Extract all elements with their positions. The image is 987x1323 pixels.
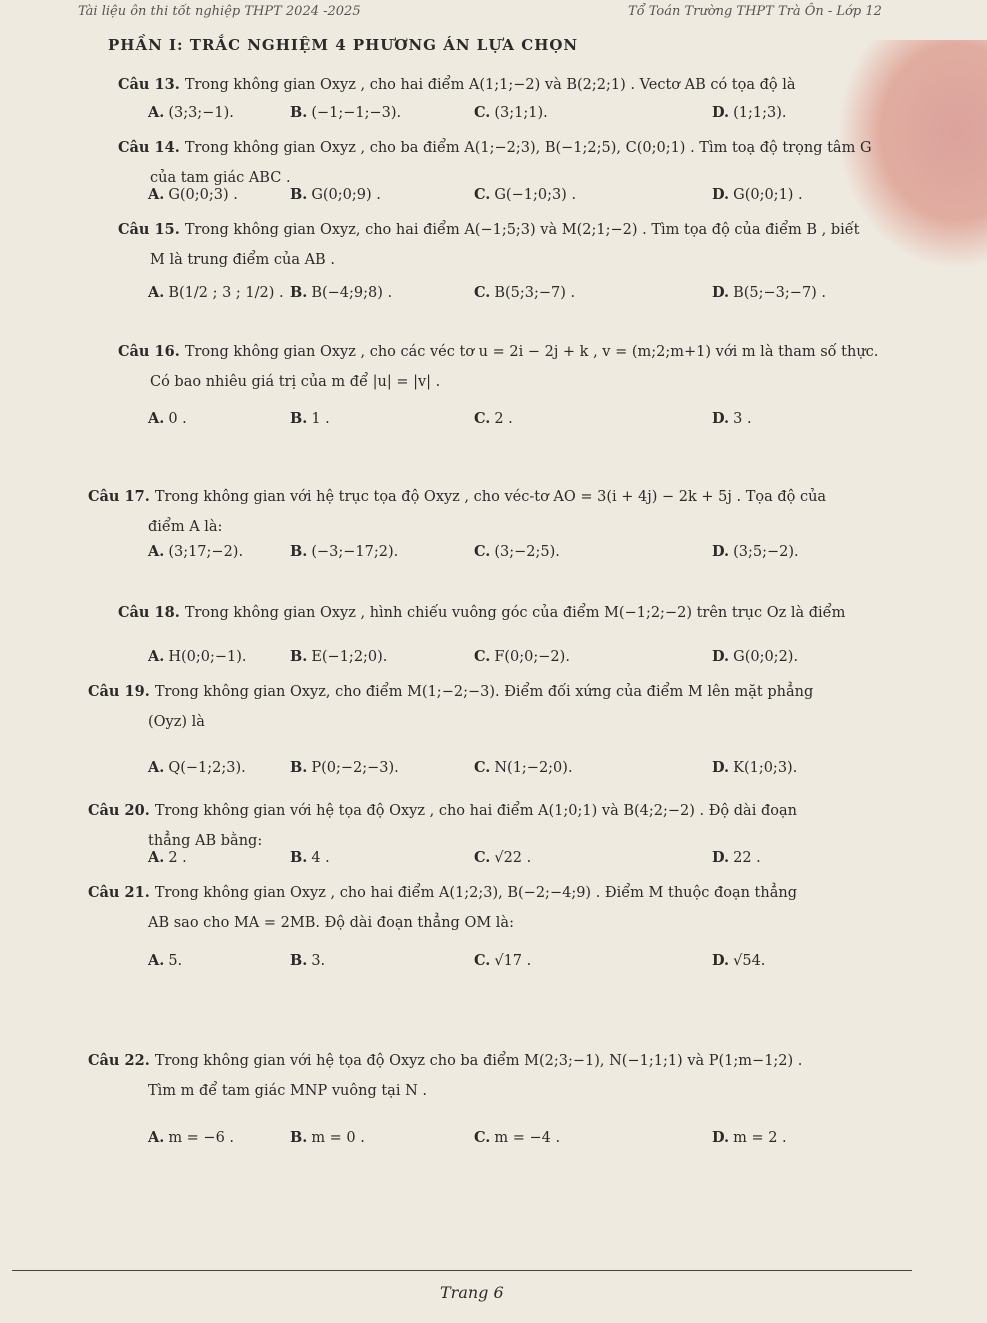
question-text: Trong không gian Oxyz , cho hai điểm A(1;1;−2) và B(2;2;1) . Vectơ AB có tọa độ là xyxy=(184,77,796,93)
question-text: Có bao nhiêu giá trị của m để |u| = |v| . xyxy=(150,374,441,390)
answer-option-d[interactable] xyxy=(712,757,797,779)
question-text: của tam giác ABC . xyxy=(150,170,291,186)
option-letter: A. xyxy=(148,759,165,776)
option-letter: C. xyxy=(474,284,491,301)
answer-option-c[interactable] xyxy=(474,282,575,304)
question-text: (Oyz) là xyxy=(148,714,205,730)
option-text: (−3;−17;2). xyxy=(311,544,399,560)
question-text: Trong không gian Oxyz , hình chiếu vuông góc của điểm M(−1;2;−2) trên trục Oz là điểm xyxy=(184,605,846,621)
option-text: (3;3;−1). xyxy=(168,105,234,121)
question-number: Câu 18. xyxy=(118,604,185,621)
option-text: G(0;0;9) . xyxy=(311,187,381,203)
header-right: Tổ Toán Trường THPT Trà Ôn - Lớp 12 xyxy=(628,4,882,19)
question-text: Trong không gian với hệ tọa độ Oxyz , cho hai điểm A(1;0;1) và B(4;2;−2) . Độ dài đoạn xyxy=(154,803,797,819)
option-letter: A. xyxy=(148,410,165,427)
answer-option-a[interactable] xyxy=(148,408,187,430)
option-text: 3. xyxy=(311,953,326,969)
option-letter: D. xyxy=(712,104,730,121)
page-number: Trang 6 xyxy=(440,1283,504,1302)
option-letter: C. xyxy=(474,952,491,969)
option-letter: C. xyxy=(474,849,491,866)
answer-option-c[interactable] xyxy=(474,646,570,668)
option-letter: D. xyxy=(712,849,730,866)
section-title: PHẦN I: TRẮC NGHIỆM 4 PHƯƠNG ÁN LỰA CHỌN xyxy=(108,36,579,54)
option-text: √22 . xyxy=(494,850,532,866)
option-letter: C. xyxy=(474,543,491,560)
question-stem xyxy=(118,341,878,363)
option-text: G(0;0;1) . xyxy=(733,187,803,203)
option-text: 0 . xyxy=(168,411,187,427)
option-letter: A. xyxy=(148,648,165,665)
answer-option-a[interactable] xyxy=(148,847,187,869)
answer-option-b[interactable] xyxy=(290,1127,365,1149)
option-letter: B. xyxy=(290,284,308,301)
question-text: AB sao cho MA = 2MB. Độ dài đoạn thẳng OM là: xyxy=(148,915,514,931)
answer-option-a[interactable] xyxy=(148,184,238,206)
option-text: (1;1;3). xyxy=(733,105,787,121)
option-text: B(−4;9;8) . xyxy=(311,285,393,301)
option-text: E(−1;2;0). xyxy=(311,649,388,665)
answer-option-a[interactable] xyxy=(148,646,246,668)
question-stem xyxy=(88,681,813,703)
option-text: B(1/2 ; 3 ; 1/2) . xyxy=(168,285,284,301)
question-stem-continued xyxy=(150,371,440,393)
question-number: Câu 22. xyxy=(88,1052,155,1069)
answer-option-a[interactable] xyxy=(148,541,243,563)
option-letter: B. xyxy=(290,759,308,776)
option-letter: D. xyxy=(712,543,730,560)
option-text: (3;5;−2). xyxy=(733,544,799,560)
answer-option-d[interactable] xyxy=(712,541,799,563)
option-text: F(0;0;−2). xyxy=(494,649,570,665)
answer-option-b[interactable] xyxy=(290,408,330,430)
answer-option-c[interactable] xyxy=(474,1127,560,1149)
answer-option-b[interactable] xyxy=(290,282,392,304)
option-letter: D. xyxy=(712,759,730,776)
option-letter: B. xyxy=(290,849,308,866)
answer-option-b[interactable] xyxy=(290,541,398,563)
option-letter: D. xyxy=(712,952,730,969)
option-letter: B. xyxy=(290,1129,308,1146)
question-text: Trong không gian với hệ trục tọa độ Oxyz , cho véc-tơ AO = 3(i + 4j) − 2k + 5j . Tọa độ của xyxy=(154,489,827,505)
option-text: P(0;−2;−3). xyxy=(311,760,399,776)
question-stem-continued xyxy=(148,711,205,733)
question-stem xyxy=(88,882,797,904)
answer-option-c[interactable] xyxy=(474,184,576,206)
answer-option-d[interactable] xyxy=(712,184,803,206)
option-letter: A. xyxy=(148,104,165,121)
answer-option-c[interactable] xyxy=(474,847,531,869)
option-text: B(5;3;−7) . xyxy=(494,285,576,301)
option-text: m = 0 . xyxy=(311,1130,365,1146)
option-text: 3 . xyxy=(733,411,752,427)
question-number: Câu 16. xyxy=(118,343,185,360)
option-letter: A. xyxy=(148,952,165,969)
answer-option-d[interactable] xyxy=(712,646,798,668)
option-text: H(0;0;−1). xyxy=(168,649,247,665)
option-letter: B. xyxy=(290,543,308,560)
question-text: Trong không gian với hệ tọa độ Oxyz cho ba điểm M(2;3;−1), N(−1;1;1) và P(1;m−1;2) . xyxy=(154,1053,803,1069)
question-text: Trong không gian Oxyz, cho điểm M(1;−2;−3). Điểm đối xứng của điểm M lên mặt phẳng xyxy=(154,684,814,700)
answer-option-c[interactable] xyxy=(474,757,573,779)
option-letter: D. xyxy=(712,648,730,665)
footer-divider xyxy=(12,1270,912,1271)
answer-option-a[interactable] xyxy=(148,102,234,124)
question-text: điểm A là: xyxy=(148,519,223,535)
option-letter: A. xyxy=(148,543,165,560)
option-text: (3;1;1). xyxy=(494,105,548,121)
option-text: m = −6 . xyxy=(168,1130,235,1146)
option-text: B(5;−3;−7) . xyxy=(733,285,827,301)
question-number: Câu 21. xyxy=(88,884,155,901)
option-text: 4 . xyxy=(311,850,330,866)
option-letter: C. xyxy=(474,186,491,203)
option-letter: C. xyxy=(474,410,491,427)
answer-option-b[interactable] xyxy=(290,102,401,124)
option-text: m = 2 . xyxy=(733,1130,787,1146)
answer-option-c[interactable] xyxy=(474,408,513,430)
question-number: Câu 20. xyxy=(88,802,155,819)
option-letter: A. xyxy=(148,849,165,866)
question-stem xyxy=(118,602,845,624)
option-letter: B. xyxy=(290,410,308,427)
question-text: Trong không gian Oxyz , cho các véc tơ u = 2i − 2j + k , v = (m;2;m+1) với m là tham số thực. xyxy=(184,344,879,360)
answer-option-d[interactable] xyxy=(712,1127,787,1149)
option-letter: B. xyxy=(290,104,308,121)
option-text: 1 . xyxy=(311,411,330,427)
option-text: 2 . xyxy=(168,850,187,866)
option-letter: A. xyxy=(148,1129,165,1146)
answer-option-b[interactable] xyxy=(290,950,325,972)
answer-option-c[interactable] xyxy=(474,950,531,972)
answer-option-b[interactable] xyxy=(290,184,381,206)
option-text: G(0;0;3) . xyxy=(168,187,238,203)
question-stem xyxy=(88,800,797,822)
question-number: Câu 13. xyxy=(118,76,185,93)
option-letter: B. xyxy=(290,186,308,203)
question-number: Câu 14. xyxy=(118,139,185,156)
option-text: √17 . xyxy=(494,953,532,969)
option-letter: B. xyxy=(290,952,308,969)
answer-option-b[interactable] xyxy=(290,847,330,869)
option-letter: C. xyxy=(474,759,491,776)
question-stem xyxy=(118,74,796,96)
question-number: Câu 19. xyxy=(88,683,155,700)
question-text: thẳng AB bằng: xyxy=(148,833,263,849)
answer-option-a[interactable] xyxy=(148,950,182,972)
option-text: 2 . xyxy=(494,411,513,427)
answer-option-b[interactable] xyxy=(290,757,399,779)
question-text: Trong không gian Oxyz , cho hai điểm A(1;2;3), B(−2;−4;9) . Điểm M thuộc đoạn thẳng xyxy=(154,885,797,901)
answer-option-c[interactable] xyxy=(474,541,560,563)
question-stem xyxy=(118,137,872,159)
question-stem-continued xyxy=(148,1080,427,1102)
option-letter: D. xyxy=(712,186,730,203)
question-stem-continued xyxy=(148,912,514,934)
option-letter: B. xyxy=(290,648,308,665)
option-letter: C. xyxy=(474,1129,491,1146)
answer-option-a[interactable] xyxy=(148,282,284,304)
option-text: N(1;−2;0). xyxy=(494,760,573,776)
answer-option-d[interactable] xyxy=(712,408,752,430)
option-letter: D. xyxy=(712,410,730,427)
option-text: (3;−2;5). xyxy=(494,544,560,560)
question-number: Câu 15. xyxy=(118,221,185,238)
option-text: 22 . xyxy=(733,850,761,866)
option-text: m = −4 . xyxy=(494,1130,561,1146)
answer-option-a[interactable] xyxy=(148,1127,234,1149)
question-text: Trong không gian Oxyz, cho hai điểm A(−1;5;3) và M(2;1;−2) . Tìm tọa độ của điểm B , biết xyxy=(184,222,860,238)
header-left: Tài liệu ôn thi tốt nghiệp THPT 2024 -2025 xyxy=(78,4,361,19)
question-stem-continued xyxy=(148,516,222,538)
question-text: Trong không gian Oxyz , cho ba điểm A(1;−2;3), B(−1;2;5), C(0;0;1) . Tìm toạ độ trọng tâm G xyxy=(184,140,872,156)
question-text: M là trung điểm của AB . xyxy=(150,252,335,268)
question-stem xyxy=(118,219,860,241)
option-text: G(0;0;2). xyxy=(733,649,799,665)
answer-option-b[interactable] xyxy=(290,646,387,668)
option-text: (3;17;−2). xyxy=(168,544,244,560)
option-letter: A. xyxy=(148,186,165,203)
question-text: Tìm m để tam giác MNP vuông tại N . xyxy=(148,1083,427,1099)
option-text: Q(−1;2;3). xyxy=(168,760,246,776)
option-letter: C. xyxy=(474,648,491,665)
answer-option-d[interactable] xyxy=(712,847,761,869)
option-text: √54. xyxy=(733,953,766,969)
answer-option-c[interactable] xyxy=(474,102,548,124)
answer-option-d[interactable] xyxy=(712,102,786,124)
question-stem xyxy=(88,486,826,508)
option-text: K(1;0;3). xyxy=(733,760,798,776)
option-letter: D. xyxy=(712,1129,730,1146)
option-text: (−1;−1;−3). xyxy=(311,105,402,121)
option-text: 5. xyxy=(168,953,183,969)
answer-option-d[interactable] xyxy=(712,950,765,972)
option-letter: D. xyxy=(712,284,730,301)
option-letter: C. xyxy=(474,104,491,121)
answer-option-d[interactable] xyxy=(712,282,826,304)
question-number: Câu 17. xyxy=(88,488,155,505)
question-stem-continued xyxy=(150,249,335,271)
question-stem xyxy=(88,1050,802,1072)
option-letter: A. xyxy=(148,284,165,301)
answer-option-a[interactable] xyxy=(148,757,246,779)
option-text: G(−1;0;3) . xyxy=(494,187,577,203)
